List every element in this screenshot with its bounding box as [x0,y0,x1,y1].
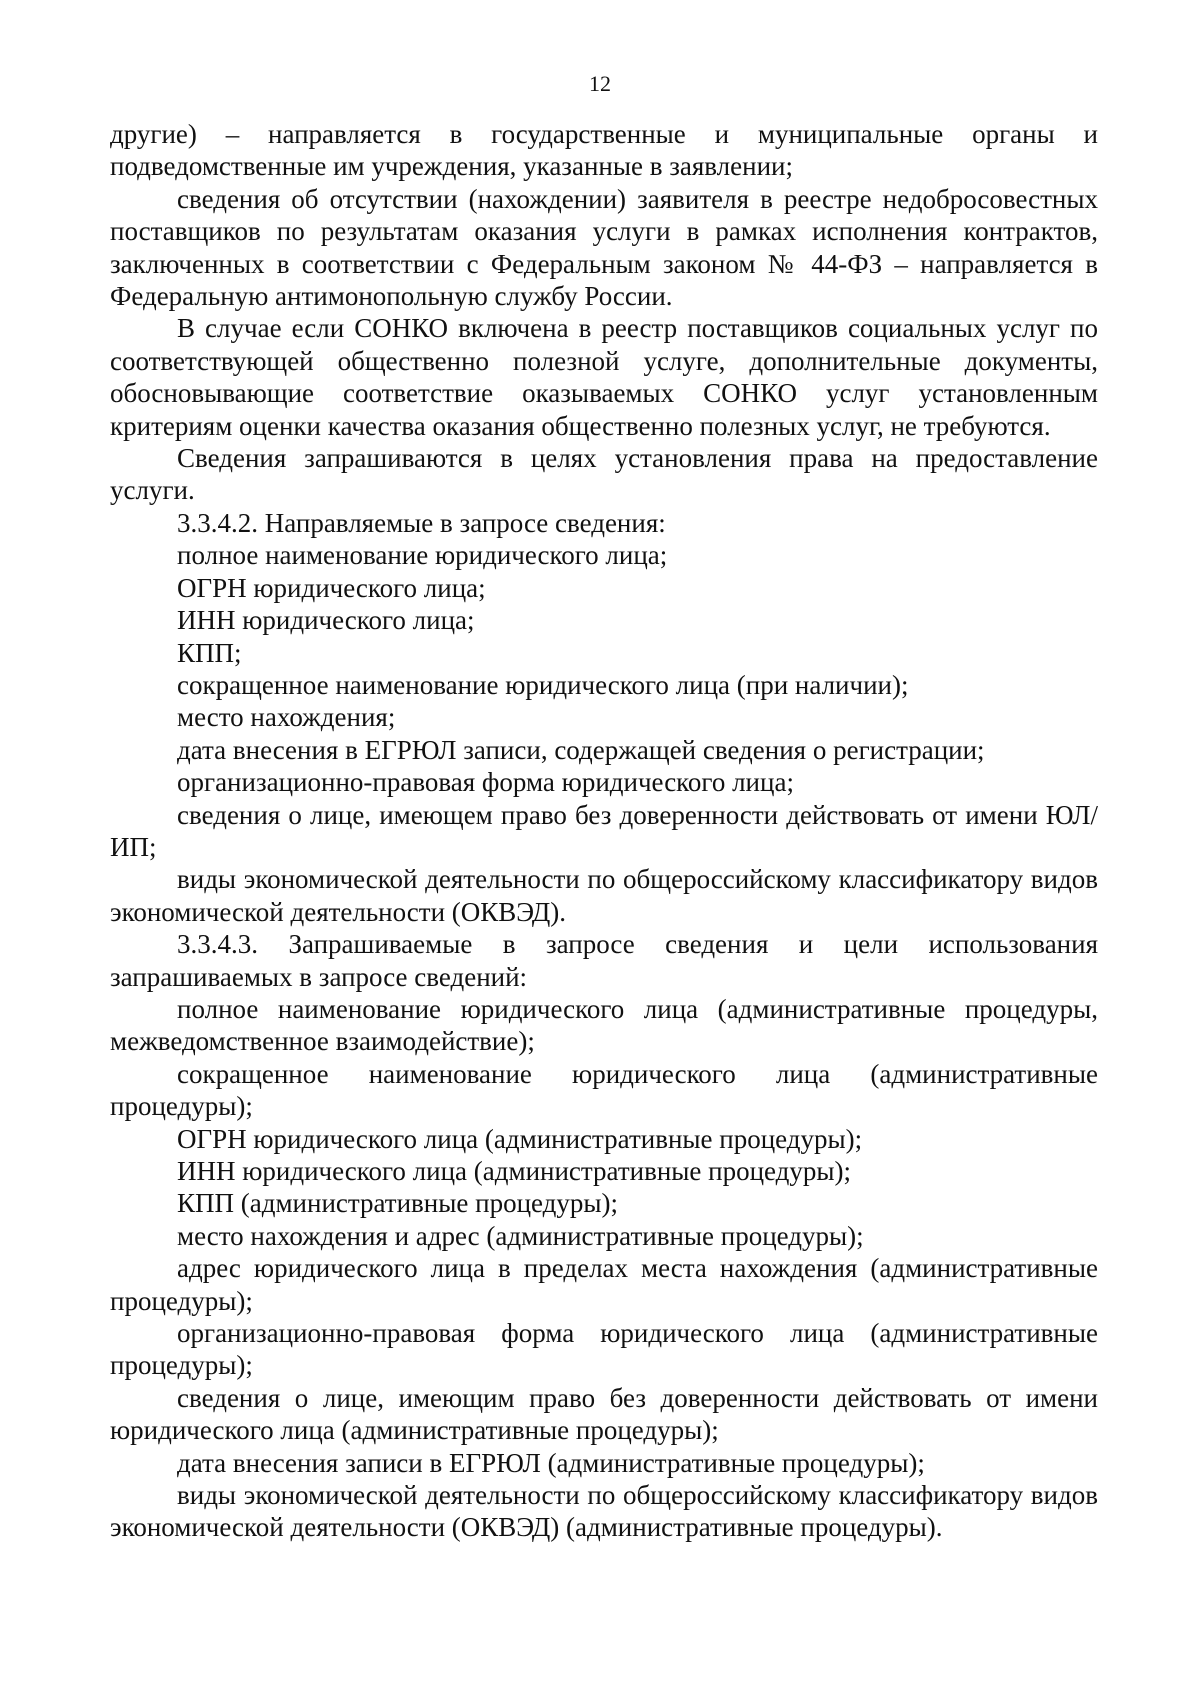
list-item: место нахождения; [177,702,396,733]
list-item: ОГРН юридического лица; [177,572,486,603]
list-item: сокращенное наименование юридического лица (административные процедуры); [110,1058,1098,1122]
list-item: КПП (административные процедуры); [177,1188,619,1219]
paragraph: В случае если СОНКО включена в реестр поставщиков социальных услуг по соответствующей общественно полезной услуге, дополнительные документы, обосновывающие соответствие оказываемых СОНКО услуг установленным критериям оценки качества оказания общественно полезных услуг, не требуются. [110,313,1098,441]
section-heading: 3.3.4.3. Запрашиваемые в запросе сведения и цели использования запрашиваемых в запросе сведений: [110,929,1098,992]
list-item: сведения о лице, имеющим право без доверенности действовать от имени юридического лица (административные процедуры); [110,1382,1098,1446]
list-item: полное наименование юридического лица; [177,540,668,571]
list-item: полное наименование юридического лица (административные процедуры, межведомственное взаимодействие); [110,993,1098,1057]
paragraph: другие) – направляется в государственные и муниципальные органы и подведомственные им учреждения, указанные в заявлении; [110,119,1098,182]
list-item: виды экономической деятельности по общероссийскому классификатору видов экономической деятельности (ОКВЭД). [110,864,1098,927]
list-item: адрес юридического лица в пределах места нахождения (административные процедуры); [110,1253,1098,1316]
document-body [110,118,1098,1544]
list-item: организационно-правовая форма юридического лица; [177,767,794,798]
list-item: дата внесения в ЕГРЮЛ записи, содержащей сведения о регистрации; [177,734,985,765]
paragraph: Сведения запрашиваются в целях установления права на предоставление услуги. [110,443,1098,506]
list-item: сведения о лице, имеющем право без доверенности действовать от имени ЮЛ/ИП; [110,799,1098,862]
list-item: организационно-правовая форма юридического лица (административные процедуры); [110,1318,1098,1381]
list-item: ИНН юридического лица (административные процедуры); [177,1156,852,1186]
list-item: КПП; [177,637,242,668]
page-number: 12 [589,71,611,96]
list-item: сокращенное наименование юридического лица (при наличии); [177,669,909,700]
list-item: ОГРН юридического лица (административные процедуры); [177,1123,863,1154]
list-item: дата внесения записи в ЕГРЮЛ (административные процедуры); [177,1447,925,1478]
list-item: виды экономической деятельности по общероссийскому классификатору видов экономической деятельности (ОКВЭД) (административные процедуры). [110,1480,1098,1543]
section-heading: 3.3.4.2. Направляемые в запросе сведения: [177,507,666,538]
list-item: место нахождения и адрес (административные процедуры); [177,1220,864,1251]
list-item: ИНН юридического лица; [177,605,475,636]
paragraph: сведения об отсутствии (нахождении) заявителя в реестре недобросовестных поставщиков по результатам оказания услуги в рамках исполнения контрактов, заключенных в соответствии с Федеральным законом № 44-ФЗ – направляется в Федеральную антимонопольную службу России. [110,183,1098,312]
